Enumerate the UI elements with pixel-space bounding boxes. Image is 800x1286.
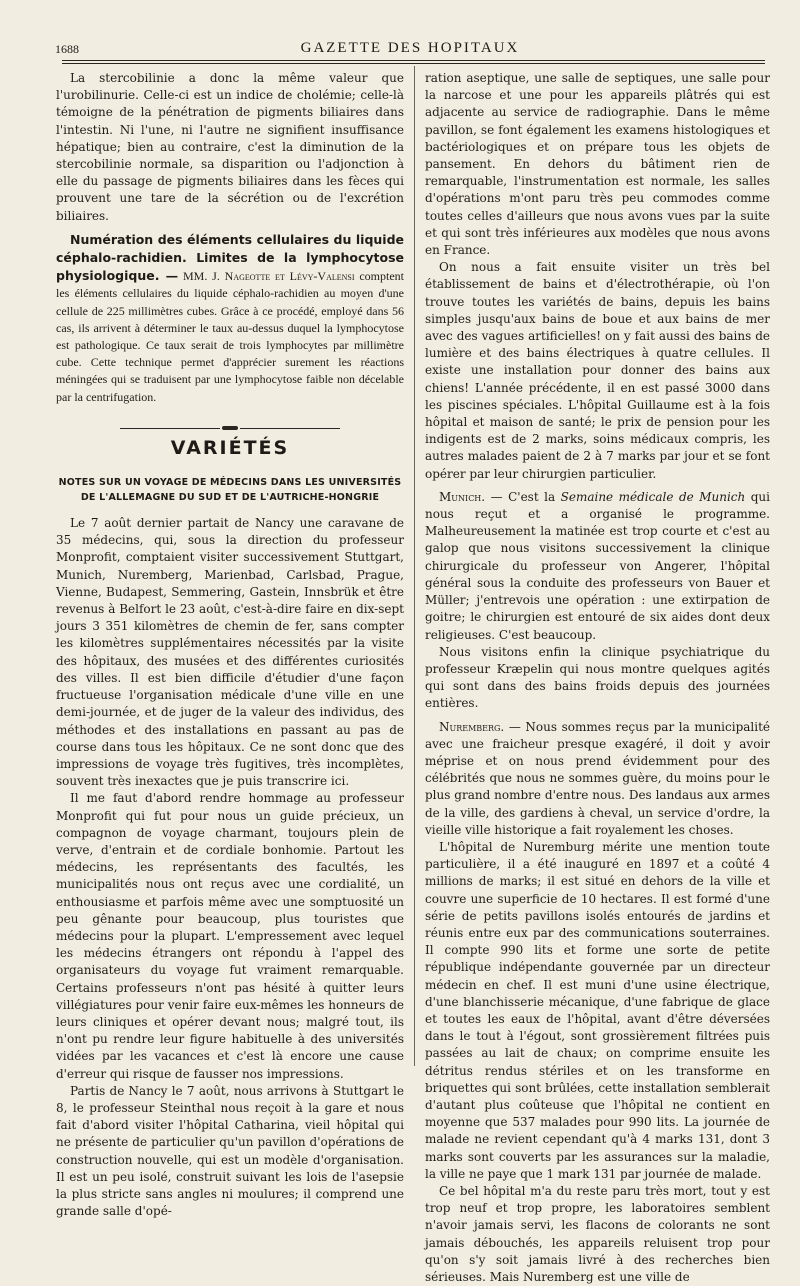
paragraph: Ce bel hôpital m'a du reste paru très mort, tout y est trop neuf et trop propre, les laboratoires semblent n'avoir jamais servi, les flacons de colorants ne sont jamais débouchés, les appareils reluisent trop pour qu'on s'y soit jamais livré à des recherches bien sérieuses. Mais Nuremberg est une ville de bbox=[425, 1184, 770, 1285]
left-column bbox=[56, 70, 404, 1220]
munich-paragraph bbox=[425, 489, 770, 644]
city-label: Munich. bbox=[439, 489, 486, 504]
right-column bbox=[425, 70, 770, 1286]
paragraph: Nous visitons enfin la clinique psychiatrique du professeur Kræpelin qui nous montre quelques agités qui sont dans des bains froids depuis des journées entières. bbox=[425, 644, 770, 711]
header-rule bbox=[62, 60, 765, 61]
paragraph-text: qui nous reçut et a organisé le programme. Malheureusement la matinée est trop courte et c'est au galop que nous visitons successivement la clinique chirurgicale du professeur von Angerer, l'hôpital général sous la conduite des professeurs von Bauer et Müller; j'entrevois une opération : une extirpation de goitre; le chirurgien est entouré de six aides dont deux religieuses. C'est beaucoup. bbox=[425, 489, 770, 642]
article-body: comptent les éléments cellulaires du liquide céphalo-rachidien au moyen d'une cellule de 225 millimètres cubes. Grâce à ce procédé, employé dans 56 cas, ils arrivent à déterminer le taux au-dessus duquel la lymphocytose est pathologique. Ce taux serait de trois lymphocytes par millimètre cube. Cette technique permet d'apprécier surement les réactions méningées qui se traduisent par une lymphocytose faible non décelable par la centrifugation. bbox=[56, 269, 404, 404]
header-rule-thin bbox=[62, 63, 765, 64]
paragraph: L'hôpital de Nuremburg mérite une mention toute particulière, il a été inauguré en 1897 et a coûté 4 millions de marks; il est situé en dehors de la ville et couvre une superficie de 10 hectares. Il est formé d'une série de petits pavillons isolés entourés de jardins et réunis entre eux par des communications souterraines. Il compte 990 lits et forme une sorte de petite république indépendante gouvernée par un directeur médecin en chef. Il est muni d'une usine électrique, d'une blanchisserie mécanique, d'une fabrique de glace et toutes les eaux de l'hôpital, avant d'être déversées dans le tout à l'égout, sont grossièrement filtrées puis passées au lait de chaux; on comprime ensuite les détritus rendus stériles et on les transforme en briquettes qui sont brûlées, cette installation semblerait d'autant plus coûteuse que l'hôpital ne contient en moyenne que 537 malades pour 990 lits. La journée de malade ne revient cependant qu'à 4 marks 131, dont 3 marks sont couverts par les assurances sur la maladie, la ville ne paye que 1 mark 131 par journée de malade. bbox=[425, 839, 770, 1181]
section-title: VARIÉTÉS bbox=[170, 436, 290, 459]
city-label: Nuremberg. bbox=[439, 719, 505, 734]
paragraph: Partis de Nancy le 7 août, nous arrivons à Stuttgart le 8, le professeur Steinthal nous reçoit à la gare et nous fait d'abord visiter l'hôpital Catharina, vieil hôpital qui ne présente de particulier qu'un pavillon d'opérations de construction nouvelle, qui est un modèle d'organisation. Il est un peu isolé, construit suivant les lois de l'asepsie la plus stricte sans angles ni moulures; il comprend une grande salle d'opé- bbox=[56, 1083, 404, 1219]
article-heading: Numération des éléments cellulaires du liquide céphalo-rachidien. Limites de la lymphocytose physiologique. — bbox=[56, 231, 404, 284]
nuremberg-paragraph bbox=[425, 719, 770, 839]
page-header bbox=[55, 40, 765, 62]
column-divider bbox=[414, 66, 415, 1066]
paragraph: La stercobilinie a donc la même valeur que l'urobilinurie. Celle-ci est un indice de cholémie; celle-là témoigne de la pénétration de pigments biliaires dans l'intestin. Ni l'une, ni l'autre ne signifient insuffisance hépatique; bien au contraire, c'est la diminution de la stercobilinie normale, sa disparition ou l'adjonction à elle du passage de pigments biliaires dans les fèces qui prouvent une tare de la sécrétion ou de l'excrétion biliaires. bbox=[56, 71, 404, 223]
article-subheading: NOTES SUR UN VOYAGE DE MÉDECINS DANS LES UNIVERSITÉS DE L'ALLEMAGNE DU SUD ET DE L'AUTRICHE-HONGRIE bbox=[58, 477, 402, 504]
paragraph: Le 7 août dernier partait de Nancy une caravane de 35 médecins, qui, sous la direction du professeur Monprofit, comptaient visiter successivement Stuttgart, Munich, Nuremberg, Marienbad, Carlsbad, Prague, Vienne, Budapest, Semmering, Gastein, Innsbrük et être revenus à Belfort le 23 août, c'est-à-dire faire en dix-sept jours 3 351 kilomètres de chemin de fer, sans compter les kilomètres supplémentaires nécessités par la visite des hôpitaux, des musées et des différentes curiosités des villes. Il est bien difficile d'étudier d'une façon fructueuse l'organisation médicale d'une ville en une demi-journée, et de juger de la valeur des individus, des méthodes et des installations en passant au pas de course dans tous les hôpitaux. Ce ne sont donc que des impressions de voyage très fugitives, très incomplètes, souvent très inexactes que je puis transcrire ici. bbox=[56, 516, 404, 789]
paragraph: On nous a fait ensuite visiter un très bel établissement de bains et d'électrothérapie, où l'on trouve toutes les variétés de bains, depuis les bains simples jusqu'aux bains de boue et aux bains de mer avec des vagues artificielles! on y fait aussi des bains de lumière et des bains électriques à quatre cellules. Il existe une installation pour donner des bains aux chiens! L'année précédente, il en est passé 3000 dans les piscines spéciales. L'hôpital Guillaume est à la fois hôpital et maison de santé; le prix de pension pour les indigents est de 2 marks, soins médicaux compris, les autres malades paient de 2 à 7 marks par jour et se font opérer par leur chirurgien particulier. bbox=[425, 260, 770, 481]
page-number: 1688 bbox=[55, 42, 79, 56]
paragraph-text: — Nous sommes reçus par la municipalité avec une fraicheur presque exagéré, il doit y avoir méprise et on nous prend évidemment pour des célébrités que nous ne sommes guère, du moins pour le plus grand nombre d'entre nous. Des landaus aux armes de la ville, des gardiens à cheval, un service d'ordre, la vieille ville historique a fait royalement les choses. bbox=[425, 719, 770, 837]
running-title: GAZETTE DES HOPITAUX bbox=[300, 40, 520, 56]
article-paragraph bbox=[56, 231, 404, 406]
authors: MM. J. Nageotte et Lévy-Valensi bbox=[183, 269, 355, 284]
paragraph: Il me faut d'abord rendre hommage au professeur Monprofit qui fut pour nous un guide précieux, un compagnon de voyage charmant, toujours plein de verve, d'entrain et de cordiale bonhomie. Partout les médecins, les représentants des facultés, les municipalités nous ont reçus avec une cordialité, un enthousiasme et parfois même avec une somptuosité un peu gênante pour beaucoup, plus touristes que médecins pour la plupart. L'empressement avec lequel les médecins étrangers ont répondu à l'appel des organisateurs du voyage fut vraiment remarquable. Certains professeurs n'ont pas hésité à quitter leurs villégiatures pour venir faire eux-mêmes les honneurs de leurs cliniques et opérer devant nous; malgré tout, ils n'ont pu rendre leur figure habituelle à des universités vidées par les vacances et c'est là encore une cause d'erreur qui risque de fausser nos impressions. bbox=[56, 791, 404, 1081]
dash-text: — C'est la bbox=[485, 489, 561, 504]
paragraph: ration aseptique, une salle de septiques, une salle pour la narcose et une pour les appareils plâtrés qui est adjacente au service de radiographie. Dans le même pavillon, se font également les examens histologiques et bactériologiques et on prépare tous les objets de pansement. En dehors du bâtiment rien de remarquable, l'instrumentation est normale, les salles d'opérations m'ont paru très peu commodes comme toutes celles d'ailleurs que nous avons vues par la suite et qui sont très inférieures aux modèles que nous avons en France. bbox=[425, 71, 770, 258]
journal-title: Semaine médicale de Munich bbox=[560, 489, 746, 504]
ornament-divider bbox=[56, 420, 404, 428]
